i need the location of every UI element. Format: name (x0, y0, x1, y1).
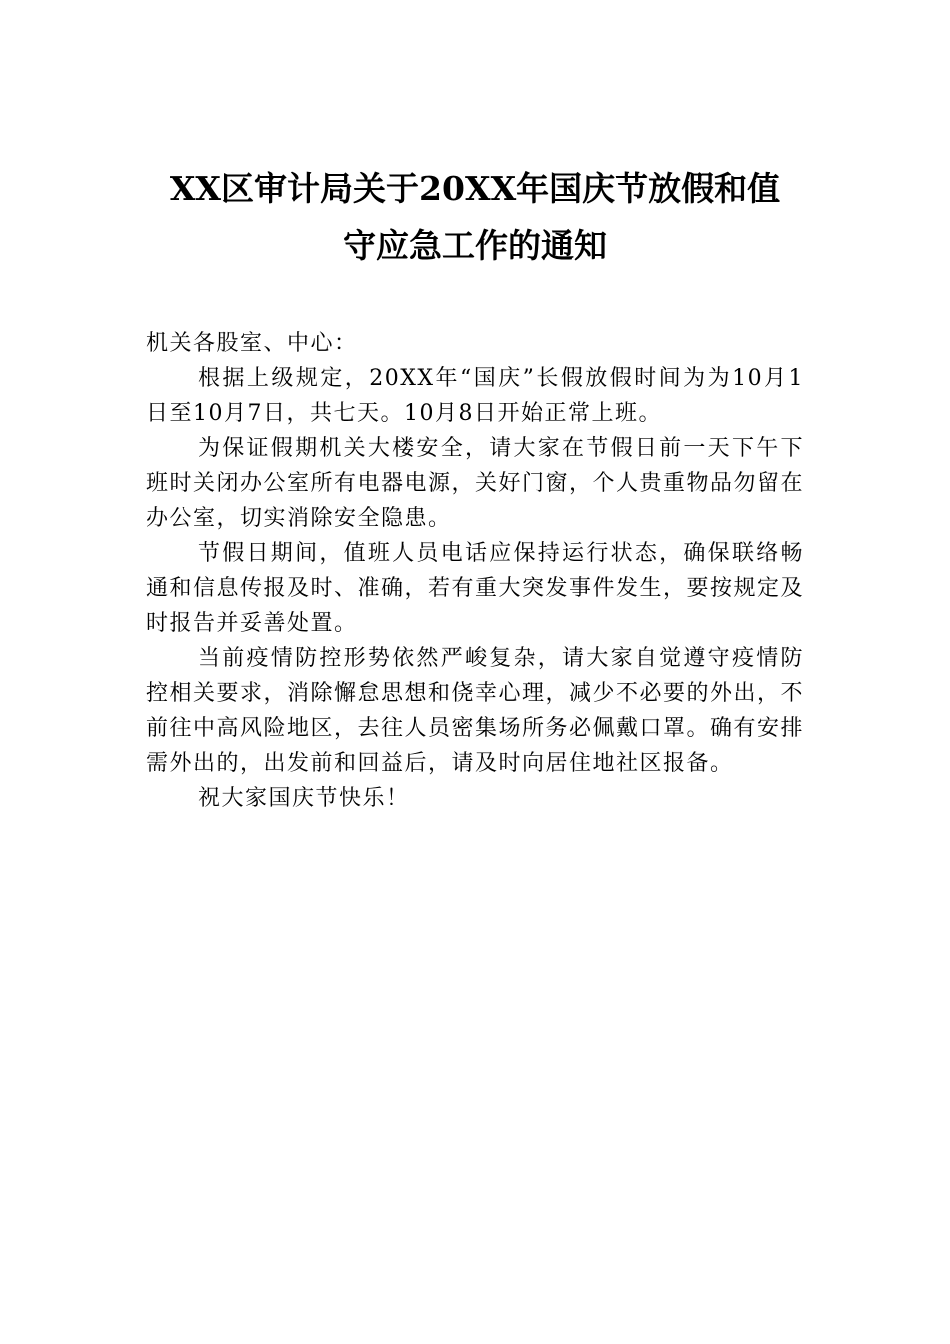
paragraph-building-safety: 为保证假期机关大楼安全，请大家在节假日前一天下午下班时关闭办公室所有电器电源，关好门窗，个人贵重物品勿留在办公室，切实消除安全隐患。 (146, 436, 805, 531)
document-body (146, 326, 804, 816)
title-line-1: XX区审计局关于20XX年国庆节放假和值 (169, 169, 781, 208)
title-line-2: 守应急工作的通知 (343, 226, 607, 265)
paragraph-duty-contact: 节假日期间，值班人员电话应保持运行状态，确保联络畅通和信息传报及时、准确，若有重大突发事件发生，要按规定及时报告并妥善处置。 (146, 541, 805, 636)
salutation: 机关各股室、中心： (146, 331, 358, 356)
paragraph-holiday-schedule: 根据上级规定，20XX年“国庆”长假放假时间为为10月1日至10月7日，共七天。10月8日开始正常上班。 (146, 366, 804, 426)
document-title (140, 160, 810, 274)
paragraph-epidemic-prevention: 当前疫情防控形势依然严峻复杂，请大家自觉遵守疫情防控相关要求，消除懈怠思想和侥幸心理，减少不必要的外出，不前往中高风险地区，去往人员密集场所务必佩戴口罩。确有安排需外出的，出发前和回益后，请及时向居住地社区报备。 (146, 646, 805, 776)
closing-greeting: 祝大家国庆节快乐！ (198, 786, 410, 811)
